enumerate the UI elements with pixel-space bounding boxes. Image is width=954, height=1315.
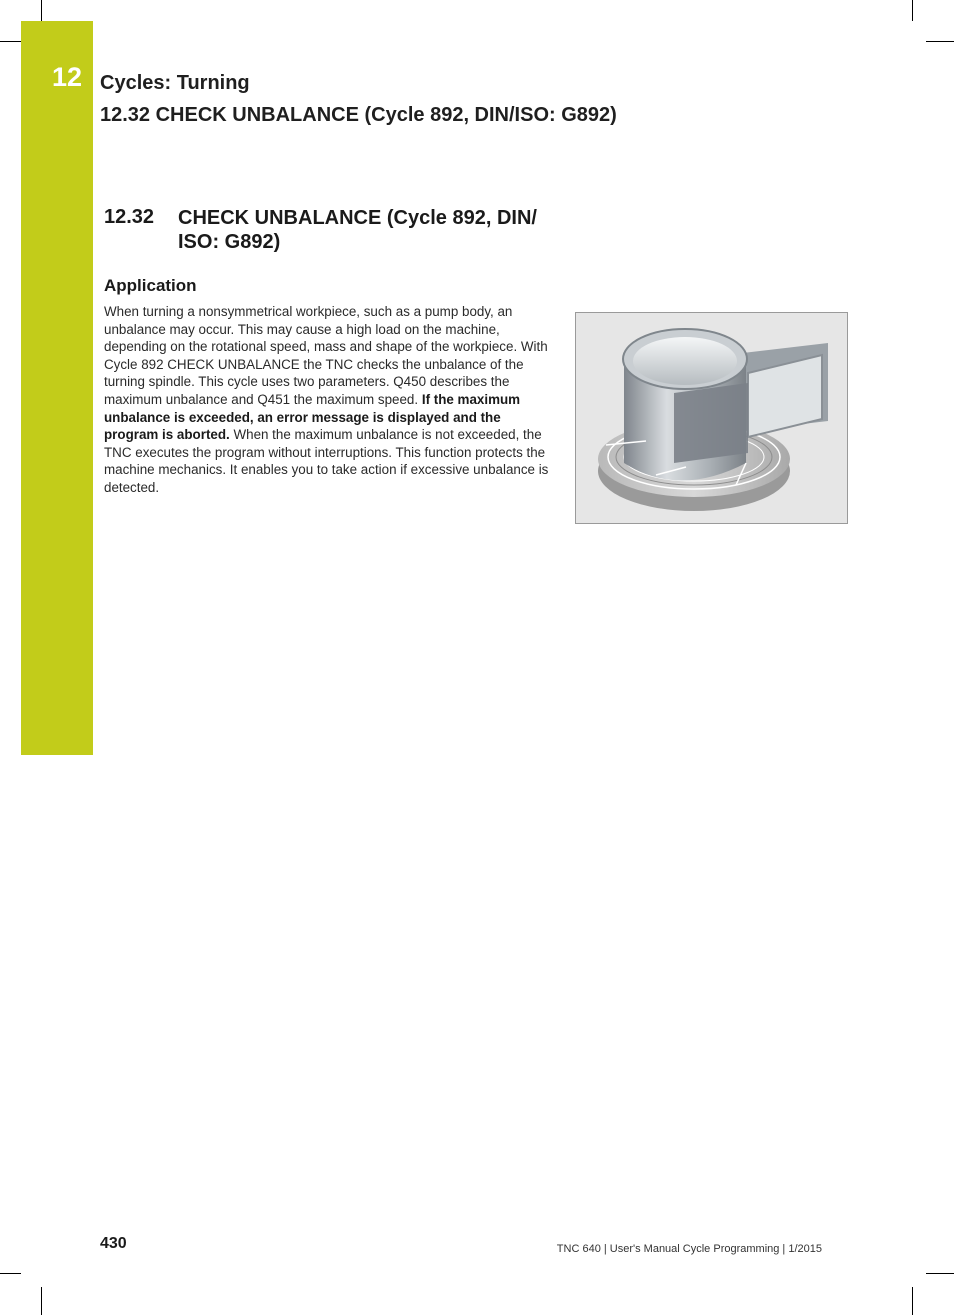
crop-mark <box>0 1273 21 1274</box>
running-header-title: Cycles: Turning <box>100 72 250 94</box>
application-paragraph <box>104 303 549 497</box>
crop-mark <box>912 1287 913 1315</box>
chapter-sidebar <box>21 21 93 755</box>
outlet-front <box>674 383 748 463</box>
paragraph-text-end: When the maximum unbalance is not exceeded, the TNC executes the program without interruptions. This function protects the machine mechanics. It enables you to take action if excessive unbalance is detected. <box>104 427 549 495</box>
footer-text: TNC 640 | User's Manual Cycle Programming | 1/2015 <box>556 1243 822 1255</box>
application-heading: Application <box>104 276 197 295</box>
workpiece-figure <box>575 312 848 524</box>
paragraph-text-start: When turning a nonsymmetrical workpiece, such as a pump body, an unbalance may occur. This may cause a high load on the machine, depending on the rotational speed, mass and shape of the workpiece. With Cycle 892 CHECK UNBALANCE the TNC checks the unbalance of the turning spindle. This cycle uses two parameters. Q450 describes the maximum unbalance and Q451 the maximum speed. <box>104 304 548 407</box>
cylinder-bore <box>633 337 737 385</box>
running-header-subtitle: 12.32 CHECK UNBALANCE (Cycle 892, DIN/ISO: G892) <box>100 104 617 126</box>
chapter-number: 12 <box>52 62 83 92</box>
paragraph-text-bold: If the maximum unbalance is exceeded, an error message is displayed and the program is aborted. <box>104 391 521 443</box>
crop-mark <box>926 41 954 42</box>
crop-mark <box>0 41 21 42</box>
page-number: 430 <box>100 1235 127 1252</box>
crop-mark <box>41 0 42 21</box>
crop-mark <box>41 1287 42 1315</box>
crop-mark <box>926 1273 954 1274</box>
section-title: CHECK UNBALANCE (Cycle 892, DIN/ ISO: G892) <box>178 207 537 253</box>
crop-mark <box>912 0 913 21</box>
section-number: 12.32 <box>104 206 155 228</box>
pump-body-illustration <box>576 313 847 523</box>
